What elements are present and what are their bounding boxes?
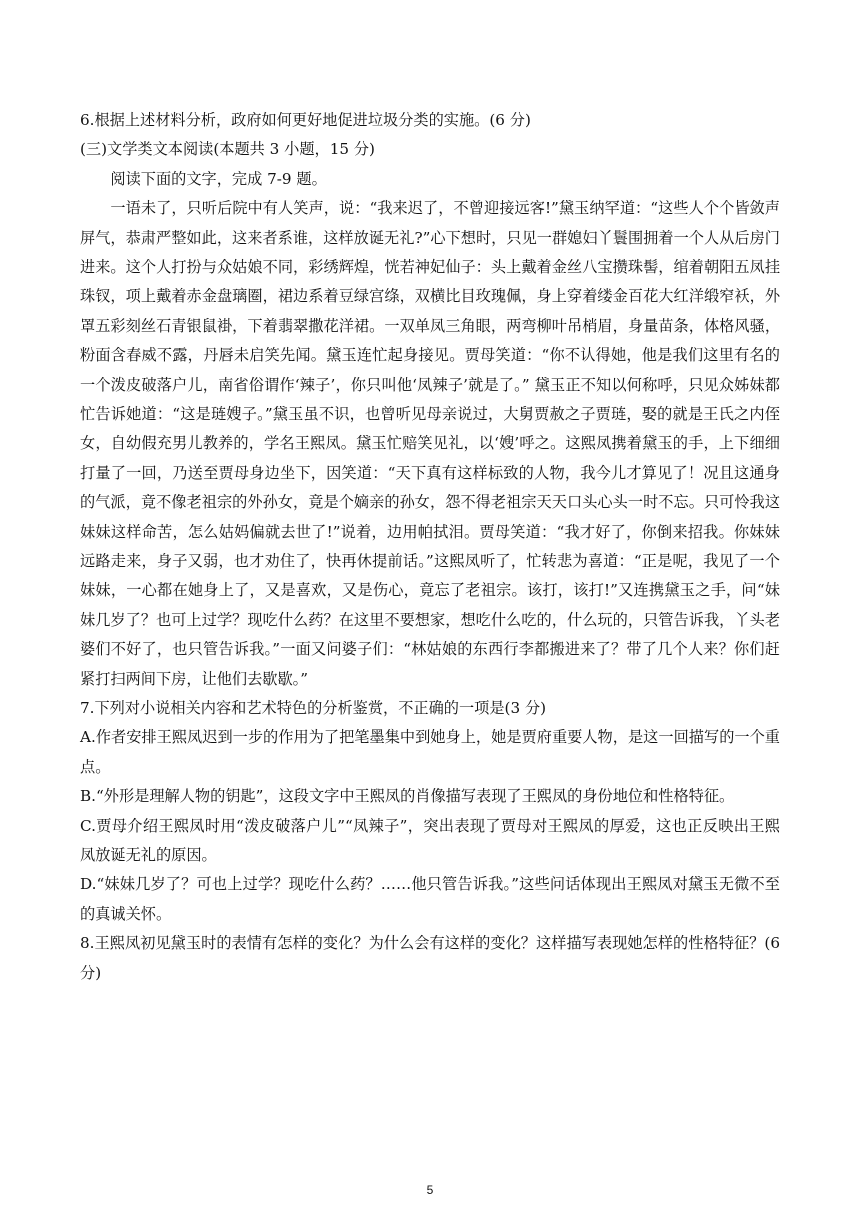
reading-passage: 一语未了，只听后院中有人笑声，说：“我来迟了，不曾迎接远客!”黛玉纳罕道：“这些人个个皆敛声屏气，恭肃严整如此，这来者系谁，这样放诞无礼?”心下想时，只见一群媳妇丫鬟围拥着一个人从后房门进来。这个人打扮与众姑娘不同，彩绣辉煌，恍若神妃仙子：头上戴着金丝八宝攒珠髻，绾着朝阳五凤挂珠钗，项上戴着赤金盘璃圈，裙边系着豆绿宫绦，双横比目玫瑰佩，身上穿着缕金百花大红洋缎窄袄，外罩五彩刻丝石青银鼠褂，下着翡翠撒花洋裙。一双单凤三角眼，两弯柳叶吊梢眉，身量苗条，体格风骚，粉面含春威不露，丹唇未启笑先闻。黛玉连忙起身接见。贾母笑道：“你不认得她，他是我们这里有名的一个泼皮破落户儿，南省俗谓作‘辣子’，你只叫他‘凤辣子’就是了。” 黛玉正不知以何称呼，只见众姊妹都忙告诉她道：“这是琏嫂子。”黛玉虽不识，也曾听见母亲说过，大舅贾赦之子贾琏，娶的就是王氏之内侄女，自幼假充男儿教养的，学名王熙凤。黛玉忙赔笑见礼，以‘嫂’呼之。这熙凤携着黛玉的手，上下细细打量了一回，乃送至贾母身边坐下，因笑道：“天下真有这样标致的人物，我今儿才算见了！况且这通身的气派，竟不像老祖宗的外孙女，竟是个嫡亲的孙女，怨不得老祖宗天天口头心头一时不忘。只可怜我这妹妹这样命苦，怎么姑妈偏就去世了!”说着，边用帕拭泪。贾母笑道：“我才好了，你倒来招我。你妹妹远路走来，身子又弱，也才劝住了，快再休提前话。”这熙凤听了，忙转悲为喜道：“正是呢，我见了一个妹妹，一心都在她身上了，又是喜欢，又是伤心，竟忘了老祖宗。该打，该打!”又连携黛玉之手，问“妹妹几岁了？也可上过学？现吃什么药？在这里不要想家，想吃什么吃的，什么玩的，只管告诉我，丫头老婆们不好了，也只管告诉我。”一面又问婆子们：“林姑娘的东西行李都搬进来了？带了几个人来？你们赶紧打扫两间下房，让他们去歇歇。” [80, 199, 780, 688]
page-number: 5 [426, 1183, 434, 1197]
reading-instruction: 阅读下面的文字，完成 7-9 题。 [110, 169, 327, 188]
question-7-option-c: C.贾母介绍王熙凤时用“泼皮破落户儿”“凤辣子”，突出表现了贾母对王熙凤的厚爱，这也正反映出王熙凤放诞无礼的原因。 [80, 816, 780, 865]
question-7-option-b: B.“外形是理解人物的钥匙”，这段文字中王熙凤的肖像描写表现了王熙凤的身份地位和性格特征。 [80, 787, 735, 806]
question-8: 8.王熙凤初见黛玉时的表情有怎样的变化？为什么会有这样的变化？这样描写表现她怎样的性格特征？(6分) [80, 934, 780, 982]
question-7-stem: 7.下列对小说相关内容和艺术特色的分析鉴赏，不正确的一项是(3 分) [80, 699, 547, 718]
question-6: 6.根据上述材料分析，政府如何更好地促进垃圾分类的实施。(6 分) [80, 111, 531, 129]
section-heading: (三)文学类文本阅读(本题共 3 小题，15 分) [80, 140, 375, 159]
question-7-option-a: A.作者安排王熙凤迟到一步的作用为了把笔墨集中到她身上，她是贾府重要人物，是这一回描写的一个重点。 [80, 728, 780, 776]
page-content [80, 106, 780, 988]
question-7-option-d: D.“妹妹几岁了？可也上过学？现吃什么药？……他只管告诉我。”这些问话体现出王熙凤对黛玉无微不至的真诚关怀。 [80, 875, 780, 923]
